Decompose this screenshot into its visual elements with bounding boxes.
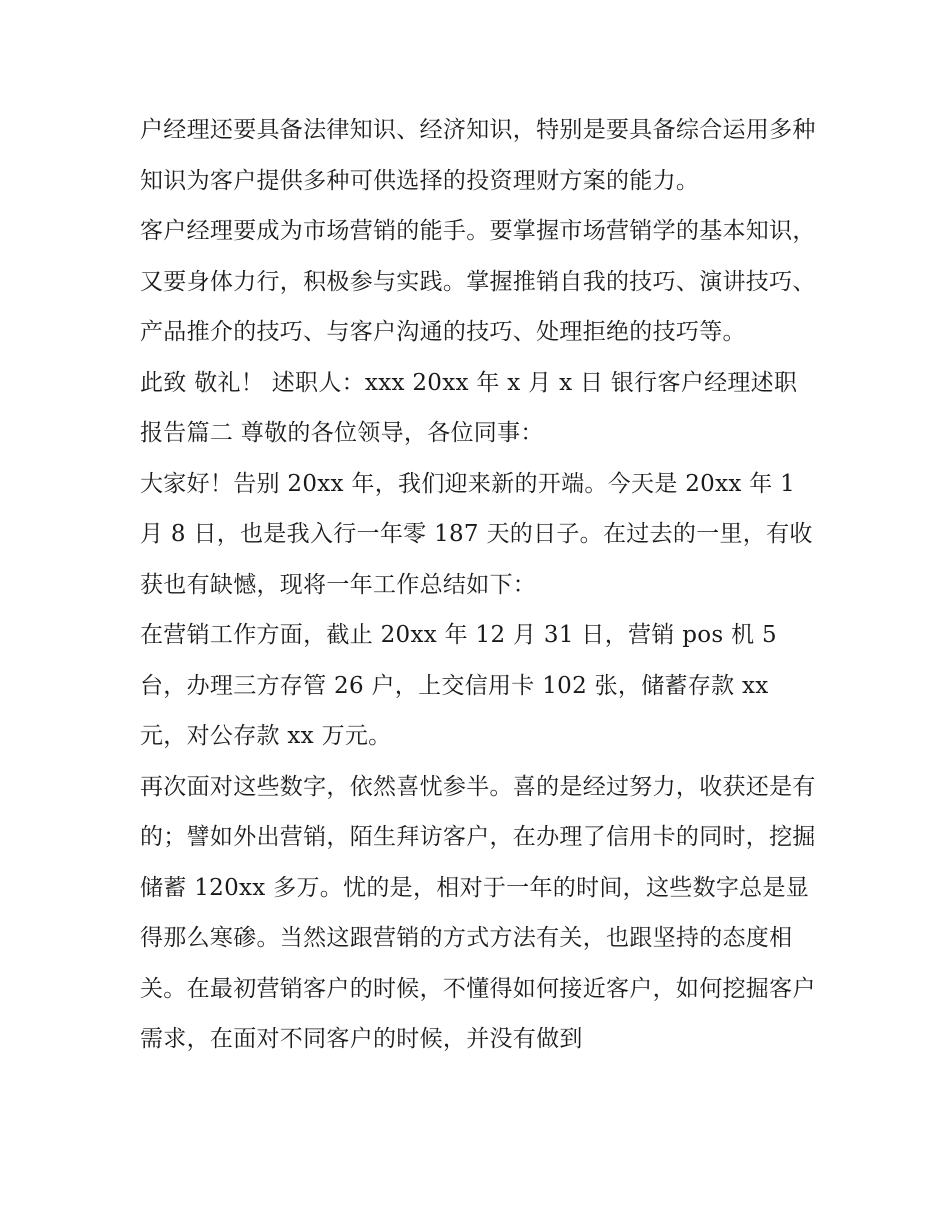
paragraph-5: 在营销工作方面，截止 20xx 年 12 月 31 日，营销 pos 机 5 台，办理三方存管 26 户，上交信用卡 102 张，储蓄存款 xx 元，对公存款 xx 万元。 — [140, 622, 777, 749]
paragraph-6: 再次面对这些数字，依然喜忧参半。喜的是经过努力，收获还是有的；譬如外出营销，陌生拜访客户，在办理了信用卡的同时，挖掘储蓄 120xx 多万。忧的是，相对于一年的时间，这些数字总是显得那么寒碜。当然这跟营销的方式方法有关，也跟坚持的态度相关。在最初营销客户的时候，不懂得如何接近客户，如何挖掘客户需求，在面对不同客户的时候，并没有做到 — [140, 773, 816, 1052]
paragraph-4: 大家好！告别 20xx 年，我们迎来新的开端。今天是 20xx 年 1 月 8 日，也是我入行一年零 187 天的日子。在过去的一里，有收获也有缺憾，现将一年工作总结如下： — [140, 470, 813, 598]
paragraph-3: 此致 敬礼！ 述职人：xxx 20xx 年 x 月 x 日 银行客户经理述职报告篇二 尊敬的各位领导，各位同事： — [140, 369, 798, 446]
document-body — [140, 105, 820, 1065]
paragraph-1: 户经理还要具备法律知识、经济知识，特别是要具备综合运用多种知识为客户提供多种可供选择的投资理财方案的能力。 — [140, 117, 816, 194]
paragraph-2: 客户经理要成为市场营销的能手。要掌握市场营销学的基本知识，又要身体力行，积极参与实践。掌握推销自我的技巧、演讲技巧、产品推介的技巧、与客户沟通的技巧、处理拒绝的技巧等。 — [140, 218, 816, 345]
